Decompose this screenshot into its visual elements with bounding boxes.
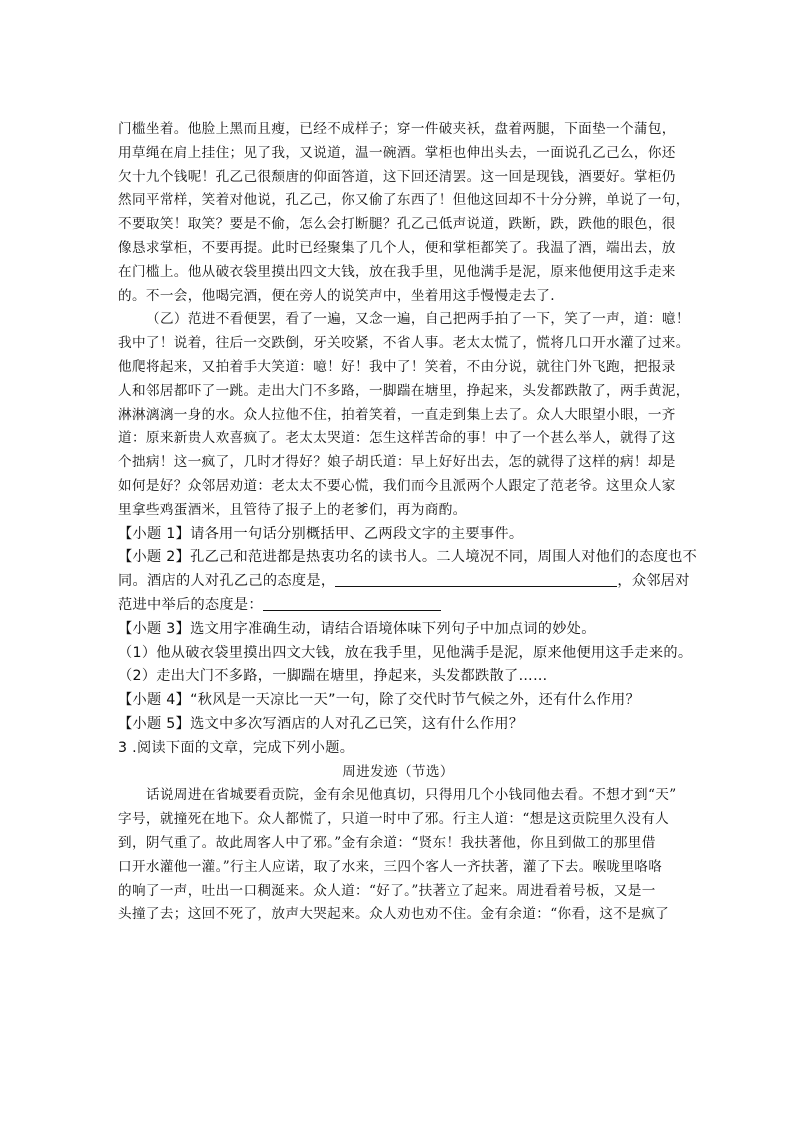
question-list	[118, 523, 698, 761]
passage-line: 门槛坐着。他脸上黑而且瘦，已经不成样子；穿一件破夹袄，盘着两腿，下面垫一个蒲包，	[118, 121, 676, 137]
passage-line: 不要取笑！取笑？要是不偷，怎么会打断腿？孔乙己低声说道，跌断，跌，跌他的眼色，很	[118, 216, 676, 233]
question-3-item-1: （1）他从破衣袋里摸出四文大钱，放在我手里，见他满手是泥，原来他便用这手走来的。	[118, 644, 693, 661]
article-title: 周进发迹（节选）	[342, 763, 454, 780]
passage-line: 像恳求掌柜，不要再提。此时已经聚集了几个人，便和掌柜都笑了。我温了酒，端出去，放	[118, 239, 676, 256]
question-4: 【小题 4】“秋风是一天凉比一天”一句，除了交代时节气候之外，还有什么作用？	[118, 692, 641, 709]
passage-line: 字号，就撞死在地下。众人都慌了，只道一时中了邪。行主人道：“想是这贡院里久没有人	[118, 811, 670, 828]
question-1: 【小题 1】请各用一句话分别概括甲、乙两段文字的主要事件。	[118, 525, 524, 542]
question-2-line	[118, 594, 678, 618]
passage-line: 的。不一会，他喝完酒，便在旁人的说笑声中，坐着用这手慢慢走去了.	[118, 287, 555, 304]
passage-line: 话说周进在省城要看贡院，金有余见他真切，只得用几个小钱同他去看。不想才到“天”	[146, 787, 677, 804]
passage-line: 我中了！说着，往后一交跌倒，牙关咬紧，不省人事。老太太慌了，慌将几口开水灌了过来。	[118, 335, 690, 352]
passage-line: 个拙病！这一疯了，几时才得好？娘子胡氏道：早上好好出去，怎的就得了这样的病！却是	[118, 454, 676, 471]
passage-line: 里拿些鸡蛋酒米，且管待了报子上的老爹们，再为商酌。	[118, 501, 467, 518]
passage-line: 淋淋漓漓一身的水。众人拉他不住，拍着笑着，一直走到集上去了。众人大眼望小眼，一齐	[118, 406, 676, 423]
passage-b-excerpt	[118, 308, 690, 522]
passage-line: 道：原来新贵人欢喜疯了。老太太哭道：怎生这样苦命的事！中了一个甚么举人，就得了这	[118, 430, 676, 447]
question-3-item-2: （2）走出大门不多路，一脚踹在塘里，挣起来，头发都跌散了……	[118, 668, 548, 685]
question-3: 【小题 3】选文用字准确生动，请结合语境体味下列句子中加点词的妙处。	[118, 620, 596, 637]
passage-line: （乙）范进不看便罢，看了一遍，又念一遍，自己把两手拍了一下，笑了一声，道：噫！	[146, 311, 690, 328]
passage-line: 用草绳在肩上挂住；见了我，又说道，温一碗酒。掌柜也伸出头去，一面说孔乙己么，你还	[118, 144, 676, 161]
answer-blank[interactable]	[263, 595, 441, 611]
question-2-line: 【小题 2】孔乙己和范进都是热衷功名的读书人。二人境况不同，周围人对他们的态度也不	[118, 549, 698, 566]
section-3-heading: 3 .阅读下面的文章，完成下列小题。	[118, 739, 355, 756]
passage-line: 他爬将起来，又拍着手大笑道：噫！好！我中了！笑着，不由分说，就往门外飞跑，把报录	[118, 358, 676, 375]
passage-a-excerpt	[118, 118, 690, 308]
passage-line: 人和邻居都吓了一跳。走出大门不多路，一脚踹在塘里，挣起来，头发都跌散了，两手黄泥，	[118, 382, 690, 399]
passage-line: 到，阴气重了。故此周客人中了邪。”金有余道：“贤东！我扶著他，你且到做工的那里借	[118, 834, 656, 851]
answer-blank[interactable]	[335, 571, 617, 587]
passage-line: 如何是好？众邻居劝道：老太太不要心慌，我们而今且派两个人跟定了范老爷。这里众人家	[118, 477, 676, 494]
passage-line: 在门槛上。他从破衣袋里摸出四文大钱，放在我手里，见他满手是泥，原来他便用这手走来	[118, 263, 676, 280]
passage-line: 口开水灌他一灌。”行主人应诺，取了水来，三四个客人一齐扶著，灌了下去。喉咙里咯咯	[118, 858, 663, 875]
passage-line: 然同平常样，笑着对他说，孔乙己，你又偷了东西了！但他这回却不十分分辨，单说了一句，	[118, 192, 690, 209]
question-2-text: 范进中举后的态度是：	[118, 596, 263, 613]
passage-line: 欠十九个钱呢！孔乙己很颓唐的仰面答道，这下回还清罢。这一回是现钱，酒要好。掌柜仍	[118, 168, 676, 185]
document-page	[118, 118, 698, 927]
question-5: 【小题 5】选文中多次写酒店的人对孔乙已笑，这有什么作用？	[118, 715, 524, 732]
question-2-text: ，众邻居对	[617, 573, 690, 590]
passage-line: 头撞了去；这回不死了，放声大哭起来。众人劝也劝不住。金有余道：“你看，这不是疯了	[118, 906, 670, 923]
passage-line: 的响了一声，吐出一口稠涎来。众人道：“好了。”扶著立了起来。周进看着号板，又是一	[118, 882, 656, 899]
section-3	[118, 761, 678, 928]
question-2-text: 同。酒店的人对孔乙己的态度是，	[118, 573, 336, 590]
question-2-line	[118, 570, 690, 594]
